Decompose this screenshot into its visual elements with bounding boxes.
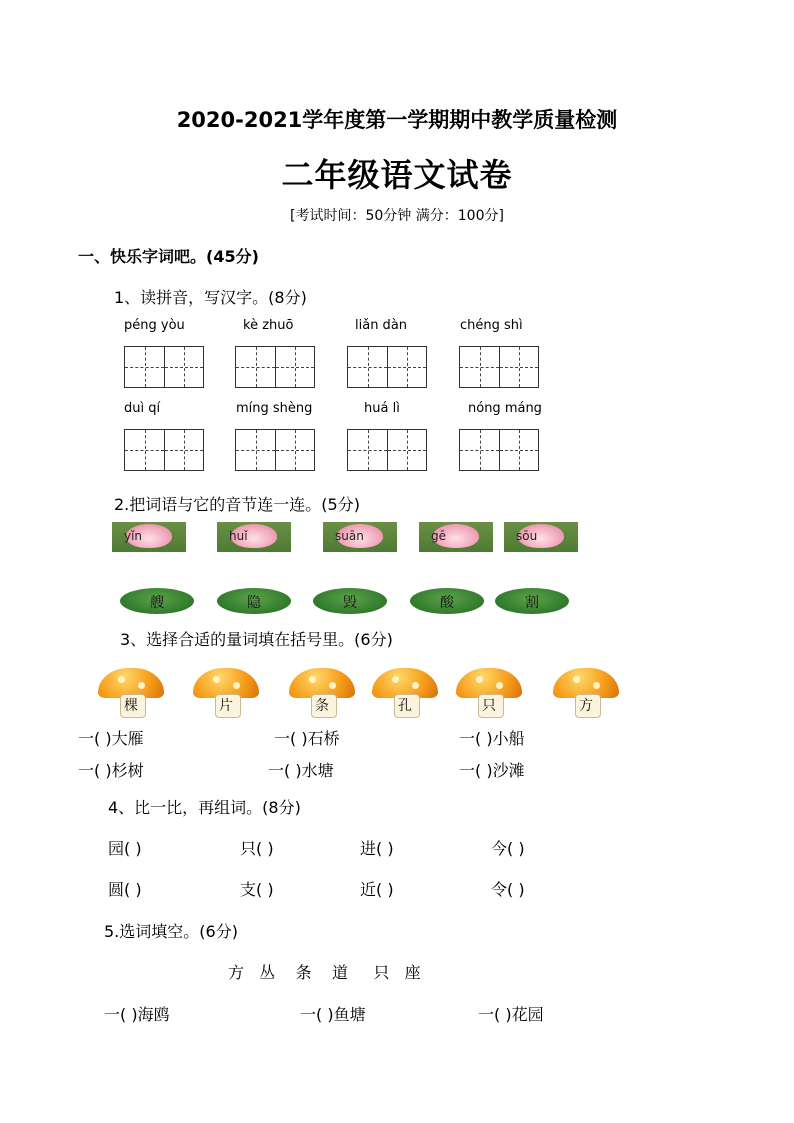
pinyin-label: kè zhuō [243, 318, 294, 333]
mushroom-card[interactable] [193, 668, 259, 716]
writing-grid[interactable] [235, 346, 315, 388]
measure-word: 只 [482, 698, 496, 714]
pinyin-syllable: huǐ [229, 529, 248, 543]
leaf-character: 酸 [440, 595, 454, 611]
compare-word-item[interactable]: 园( ) [108, 839, 142, 858]
pinyin-label: nóng máng [468, 401, 542, 416]
pinyin-label: huá lì [364, 401, 400, 416]
mushroom-card[interactable] [289, 668, 355, 716]
lotus-flower-card[interactable] [112, 522, 186, 552]
fill-blank-item[interactable]: 一( )沙滩 [459, 761, 525, 780]
fill-blank-item[interactable]: 一( )石桥 [274, 729, 340, 748]
word-options: 方 丛 条 道 只 座 [228, 963, 421, 982]
lotus-leaf-card[interactable] [120, 588, 194, 614]
compare-word-item[interactable]: 近( ) [360, 880, 394, 899]
writing-grid[interactable] [459, 429, 539, 471]
pinyin-label: liǎn dàn [355, 318, 408, 333]
lotus-flower-card[interactable] [323, 522, 397, 552]
writing-grid[interactable] [124, 346, 204, 388]
pinyin-syllable: gē [431, 529, 446, 543]
writing-grid[interactable] [459, 346, 539, 388]
pinyin-label: chéng shì [460, 318, 523, 333]
mushroom-card[interactable] [372, 668, 438, 716]
leaf-character: 毁 [343, 595, 357, 611]
fill-blank-item[interactable]: 一( )大雁 [78, 729, 144, 748]
writing-grid[interactable] [347, 429, 427, 471]
measure-word: 片 [219, 698, 233, 714]
pinyin-label: péng yòu [124, 318, 185, 333]
mushroom-card[interactable] [553, 668, 619, 716]
measure-word: 条 [315, 698, 329, 714]
question-3-title: 3、选择合适的量词填在括号里。(6分) [120, 630, 393, 649]
mushroom-card[interactable] [456, 668, 522, 716]
leaf-character: 艘 [150, 595, 164, 611]
pinyin-label: duì qí [124, 401, 161, 416]
compare-word-item[interactable]: 只( ) [240, 839, 274, 858]
lotus-leaf-card[interactable] [313, 588, 387, 614]
exam-header-line: 2020-2021学年度第一学期期中教学质量检测 [176, 108, 618, 132]
lotus-flower-card[interactable] [217, 522, 291, 552]
pinyin-label: míng shèng [236, 401, 313, 416]
lotus-leaf-card[interactable] [410, 588, 484, 614]
question-5-title: 5.选词填空。(6分) [104, 922, 238, 941]
lotus-leaf-card[interactable] [495, 588, 569, 614]
measure-word: 孔 [398, 698, 412, 714]
fill-blank-item[interactable]: 一( )海鸥 [104, 1005, 170, 1024]
compare-word-item[interactable]: 支( ) [240, 880, 274, 899]
section-title: 一、快乐字词吧。(45分) [78, 247, 259, 266]
measure-word: 方 [579, 698, 593, 714]
leaf-character: 割 [525, 595, 539, 611]
exam-info: [考试时间：50分钟 满分：100分] [290, 208, 504, 224]
pinyin-syllable: yǐn [124, 529, 143, 543]
fill-blank-item[interactable]: 一( )鱼塘 [300, 1005, 366, 1024]
exam-title: 二年级语文试卷 [281, 156, 513, 194]
lotus-leaf-card[interactable] [217, 588, 291, 614]
leaf-character: 隐 [247, 595, 261, 611]
writing-grid[interactable] [235, 429, 315, 471]
question-4-title: 4、比一比，再组词。(8分) [108, 798, 301, 817]
fill-blank-item[interactable]: 一( )花园 [478, 1005, 544, 1024]
writing-grid[interactable] [347, 346, 427, 388]
compare-word-item[interactable]: 进( ) [360, 839, 394, 858]
pinyin-syllable: suān [335, 529, 364, 543]
lotus-flower-card[interactable] [419, 522, 493, 552]
compare-word-item[interactable]: 圆( ) [108, 880, 142, 899]
pinyin-syllable: sōu [516, 529, 538, 543]
compare-word-item[interactable]: 今( ) [491, 839, 525, 858]
question-1-title: 1、读拼音，写汉字。(8分) [114, 288, 307, 307]
lotus-flower-card[interactable] [504, 522, 578, 552]
measure-word: 棵 [124, 698, 138, 714]
fill-blank-item[interactable]: 一( )水塘 [268, 761, 334, 780]
compare-word-item[interactable]: 令( ) [491, 880, 525, 899]
mushroom-card[interactable] [98, 668, 164, 716]
fill-blank-item[interactable]: 一( )小船 [459, 729, 525, 748]
question-2-title: 2.把词语与它的音节连一连。(5分) [114, 495, 360, 514]
writing-grid[interactable] [124, 429, 204, 471]
fill-blank-item[interactable]: 一( )杉树 [78, 761, 144, 780]
